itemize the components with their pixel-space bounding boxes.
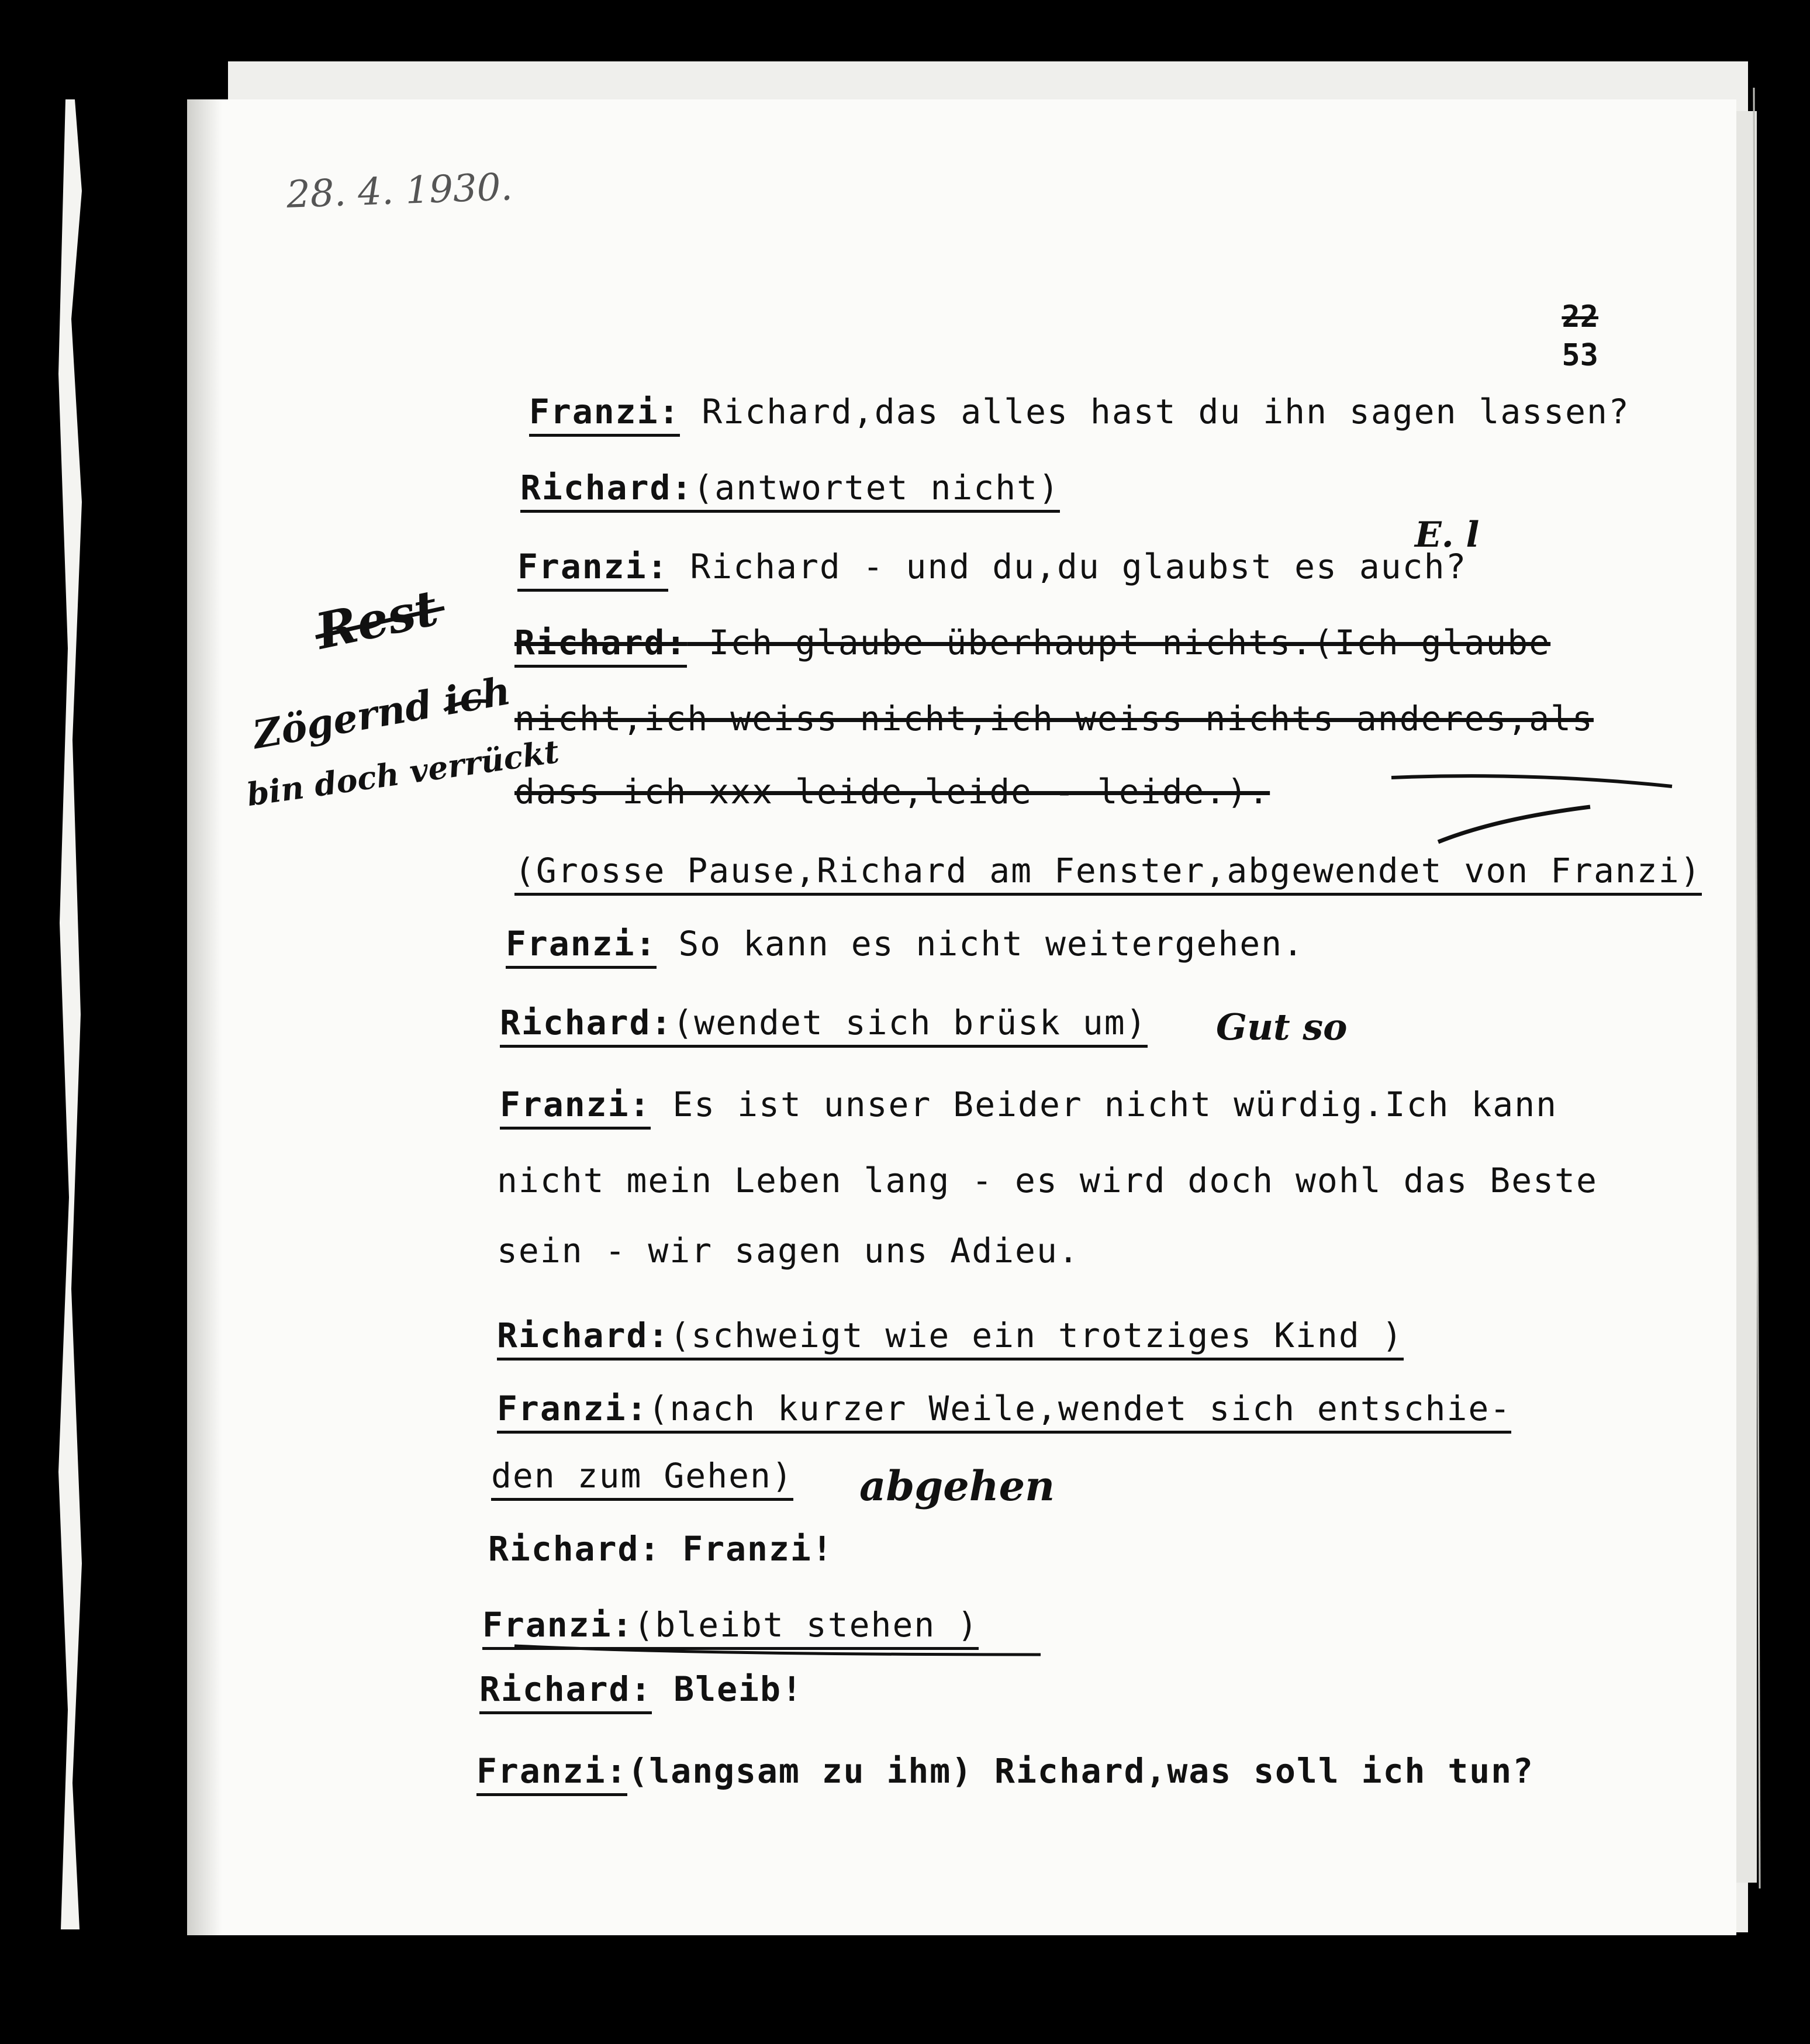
script-line-3 xyxy=(517,547,1467,586)
speaker-label: Richard: xyxy=(488,1529,661,1569)
dialogue-text: Richard - und du,du glaubst es auch? xyxy=(668,547,1467,586)
page-shadow xyxy=(187,99,222,1935)
script-line-14 xyxy=(497,1389,1511,1428)
dialogue-text: nicht,ich weiss nicht,ich weiss nichts anderes,als xyxy=(514,699,1594,738)
script-line-4 xyxy=(514,623,1550,662)
stage-direction: (wendet sich brüsk um) xyxy=(672,1003,1147,1048)
dialogue-text: nicht mein Leben lang - es wird doch wohl das Beste xyxy=(497,1161,1598,1200)
stage-direction: (bleibt stehen ) xyxy=(633,1605,979,1650)
script-line-8 xyxy=(506,924,1304,964)
dialogue-text: Bleib! xyxy=(652,1669,803,1709)
script-line-16 xyxy=(488,1529,834,1569)
speaker-label: Franzi: xyxy=(482,1605,633,1650)
speaker-label: Richard: xyxy=(500,1003,672,1048)
stage-direction: (Grosse Pause,Richard am Fenster,abgewendet von Franzi) xyxy=(514,851,1702,896)
dialogue-text: Richard,das alles hast du ihn sagen lassen? xyxy=(680,392,1630,431)
speaker-label: Franzi: xyxy=(529,392,680,437)
script-line-11 xyxy=(497,1161,1598,1200)
speaker-label: Franzi: xyxy=(497,1389,648,1434)
binding-edge xyxy=(58,99,82,1929)
speaker-label: Franzi: xyxy=(506,924,657,969)
speaker-label: Franzi: xyxy=(476,1751,627,1796)
margin-note-line-1: Zögernd ich xyxy=(249,667,514,758)
speaker-label: Richard: xyxy=(520,468,693,513)
margin-note-line-2: bin doch verrückt xyxy=(244,732,562,814)
speaker-label: Richard: xyxy=(479,1669,652,1714)
dialogue-text: (langsam zu ihm) Richard,was soll ich tun? xyxy=(627,1751,1535,1791)
stage-direction: (schweigt wie ein trotziges Kind ) xyxy=(669,1316,1403,1361)
speaker-label: Franzi: xyxy=(517,547,668,592)
stage-direction: (nach kurzer Weile,wendet sich entschie- xyxy=(648,1389,1511,1434)
script-line-7 xyxy=(514,851,1702,890)
page-number: 53 xyxy=(1562,338,1598,373)
speaker-label: Richard: xyxy=(497,1316,669,1361)
script-line-15 xyxy=(491,1456,793,1496)
margin-note-rest: Rest xyxy=(310,578,443,661)
script-line-6 xyxy=(514,772,1270,812)
dialogue-text: So kann es nicht weitergehen. xyxy=(657,924,1305,964)
script-line-17 xyxy=(482,1605,979,1645)
speaker-label: Franzi: xyxy=(500,1085,651,1130)
stage-direction: (antwortet nicht) xyxy=(693,468,1060,513)
dialogue-text: Ich glaube überhaupt nichts.(Ich glaube xyxy=(687,623,1551,662)
script-line-2 xyxy=(520,468,1060,507)
script-line-18 xyxy=(479,1669,803,1709)
inline-note-el: E. l xyxy=(1415,515,1480,555)
script-line-1 xyxy=(529,392,1630,431)
page-number-old: 22 xyxy=(1562,299,1598,334)
speaker-label: Richard: xyxy=(514,623,687,668)
dialogue-text: sein - wir sagen uns Adieu. xyxy=(497,1231,1080,1270)
handwritten-date: 28. 4. 1930. xyxy=(285,165,513,217)
dialogue-text: Franzi! xyxy=(661,1529,834,1569)
script-line-10 xyxy=(500,1085,1557,1124)
script-line-13 xyxy=(497,1316,1404,1355)
script-line-12 xyxy=(497,1231,1080,1270)
stage-direction: den zum Gehen) xyxy=(491,1456,793,1501)
script-line-5 xyxy=(514,699,1594,738)
script-line-9 xyxy=(500,1003,1148,1042)
dialogue-text: dass ich xxx leide,leide - leide.). xyxy=(514,772,1270,812)
inline-note-abgehen: abgehen xyxy=(859,1462,1055,1510)
dialogue-text: Es ist unser Beider nicht würdig.Ich kann xyxy=(651,1085,1558,1124)
inline-note-gut-so: Gut so xyxy=(1216,1006,1348,1048)
script-line-19 xyxy=(476,1751,1534,1791)
